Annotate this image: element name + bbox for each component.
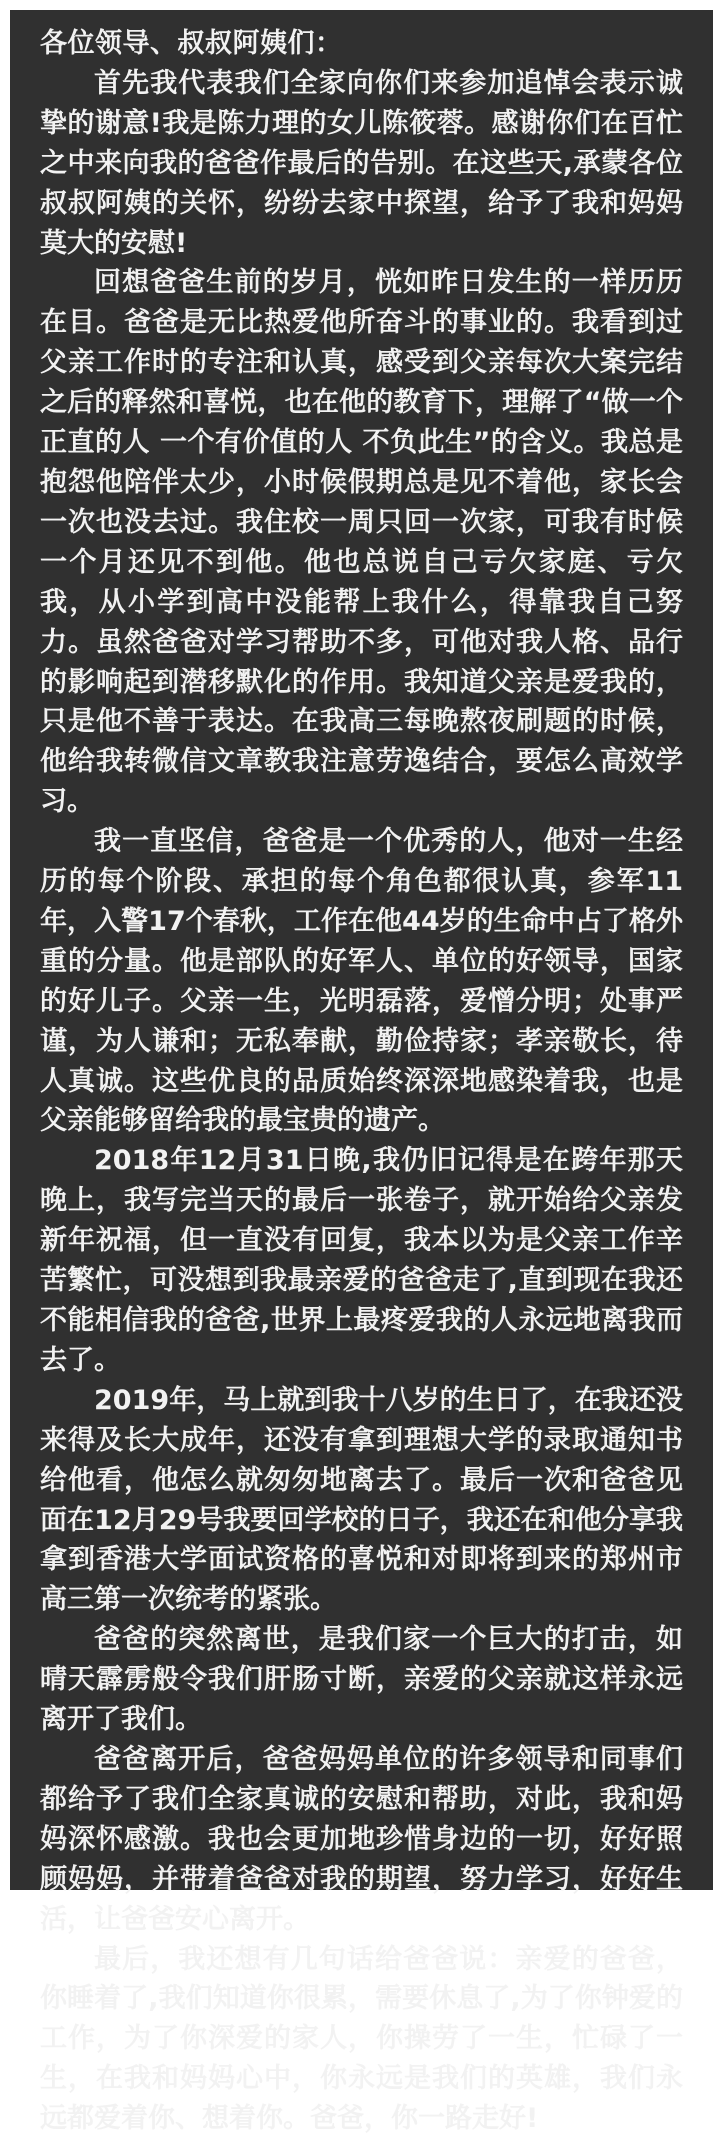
letter-panel <box>10 10 713 1890</box>
paragraph-4: 2018年12月31日晚,我仍旧记得是在跨年那天晚上，我写完当天的最后一张卷子，就开始给父亲发新年祝福，但一直没有回复，我本以为是父亲工作辛苦繁忙，可没想到我最亲爱的爸爸走了,直到现在我还不能相信我的爸爸,世界上最疼爱我的人永远地离我而去了。 <box>40 1141 683 1380</box>
paragraph-6: 爸爸的突然离世，是我们家一个巨大的打击，如晴天霹雳般令我们肝肠寸断，亲爱的父亲就这样永远离开了我们。 <box>40 1620 683 1740</box>
letter-salutation: 各位领导、叔叔阿姨们： <box>40 24 683 64</box>
paragraph-2: 回想爸爸生前的岁月，恍如昨日发生的一样历历在目。爸爸是无比热爱他所奋斗的事业的。我看到过父亲工作时的专注和认真，感受到父亲每次大案完结之后的释然和喜悦，也在他的教育下，理解了“做一个正直的人 一个有价值的人 不负此生”的含义。我总是抱怨他陪伴太少，小时候假期总是见不着他，家长会一次也没去过。我住校一周只回一次家，可我有时候一个月还见不到他。他也总说自己亏欠家庭、亏欠我，从小学到高中没能帮上我什么，得靠我自己努力。虽然爸爸对学习帮助不多，可他对我人格、品行的影响起到潜移默化的作用。我知道父亲是爱我的，只是他不善于表达。在我高三每晚熬夜刷题的时候，他给我转微信文章教我注意劳逸结合，要怎么高效学习。 <box>40 263 683 822</box>
paragraph-8: 最后，我还想有几句话给爸爸说：亲爱的爸爸，你睡着了,我们知道你很累，需要休息了,为了你钟爱的工作，为了你深爱的家人，你操劳了一生，忙碌了一生，在我和妈妈心中，你永远是我们的英雄，我们永远都爱着你、想着你。爸爸，你一路走好! <box>40 1940 683 2139</box>
paragraph-3: 我一直坚信，爸爸是一个优秀的人，他对一生经历的每个阶段、承担的每个角色都很认真，参军11年，入警17个春秋，工作在他44岁的生命中占了格外重的分量。他是部队的好军人、单位的好领导，国家的好儿子。父亲一生，光明磊落，爱憎分明；处事严谨，为人谦和；无私奉献，勤俭持家；孝亲敬长，待人真诚。这些优良的品质始终深深地感染着我，也是父亲能够留给我的最宝贵的遗产。 <box>40 822 683 1141</box>
paragraph-5: 2019年，马上就到我十八岁的生日了，在我还没来得及长大成年，还没有拿到理想大学的录取通知书给他看，他怎么就匆匆地离去了。最后一次和爸爸见面在12月29号我要回学校的日子，我还在和他分享我拿到香港大学面试资格的喜悦和对即将到来的郑州市高三第一次统考的紧张。 <box>40 1381 683 1620</box>
paragraph-7: 爸爸离开后，爸爸妈妈单位的许多领导和同事们都给予了我们全家真诚的安慰和帮助，对此，我和妈妈深怀感激。我也会更加地珍惜身边的一切，好好照顾妈妈，并带着爸爸对我的期望，努力学习，好好生活，让爸爸安心离开。 <box>40 1740 683 1940</box>
paragraph-1: 首先我代表我们全家向你们来参加追悼会表示诚挚的谢意!我是陈力理的女儿陈筱蓉。感谢你们在百忙之中来向我的爸爸作最后的告别。在这些天,承蒙各位叔叔阿姨的关怀，纷纷去家中探望，给予了我和妈妈莫大的安慰! <box>40 64 683 264</box>
